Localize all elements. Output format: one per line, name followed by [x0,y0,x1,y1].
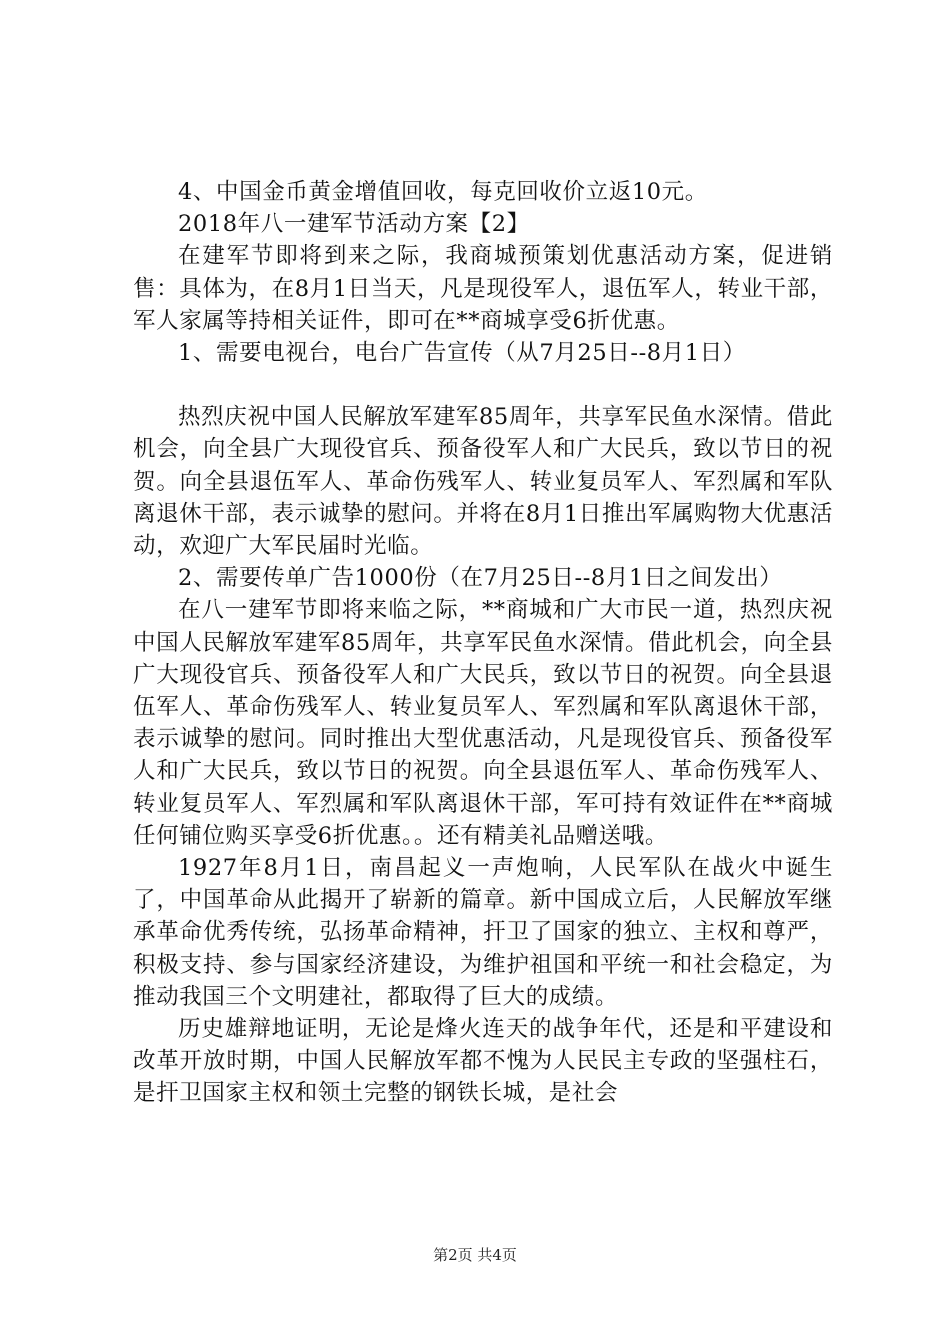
document-body [133,176,833,1110]
paragraph-conclusion: 历史雄辩地证明，无论是烽火连天的战争年代，还是和平建设和改革开放时期，中国人民解放军都不愧为人民民主专政的坚强柱石，是扞卫国家主权和领土完整的钢铁长城，是社会 [133,1016,833,1107]
paragraph-promotion: 在八一建军节即将来临之际，**商城和广大市民一道，热烈庆祝中国人民解放军建军85周年，共享军民鱼水深情。借此机会，向全县广大现役官兵、预备役军人和广大民兵，致以节日的祝贺。向全县退伍军人、革命伤残军人、转业复员军人、军烈属和军队离退休干部，表示诚挚的慰问。同时推出大型优惠活动，凡是现役官兵、预备役军人和广大民兵，致以节日的祝贺。向全县退伍军人、革命伤残军人、转业复员军人、军烈属和军队离退休干部，军可持有效证件在**商城任何铺位购买享受6折优惠。。还有精美礼品赠送哦。 [133,597,833,849]
section-heading: 2018年八一建军节活动方案【2】 [178,211,530,238]
blank-line [133,369,833,401]
paragraph-tv-ad: 1、需要电视台，电台广告宣传（从7月25日--8月1日） [178,340,746,367]
paragraph-history: 1927年8月1日，南昌起义一声炮响，人民军队在战火中诞生了，中国革命从此揭开了崭新的篇章。新中国成立后，人民解放军继承革命优秀传统，弘扬革命精神，扞卫了国家的独立、主权和尊严，积极支持、参与国家经济建设，为维护祖国和平统一和社会稳定，为推动我国三个文明建社，都取得了巨大的成绩。 [133,855,833,1010]
paragraph-celebration: 热烈庆祝中国人民解放军建军85周年，共享军民鱼水深情。借此机会，向全县广大现役官兵、预备役军人和广大民兵，致以节日的祝贺。向全县退伍军人、革命伤残军人、转业复员军人、军烈属和军队离退休干部，表示诚挚的慰问。并将在8月1日推出军属购物大优惠活动，欢迎广大军民届时光临。 [133,404,833,560]
paragraph-gold-recycle: 4、中国金币黄金增值回收，每克回收价立返10元。 [178,179,708,205]
paragraph-intro: 在建军节即将到来之际，我商城预策划优惠活动方案，促进销售：具体为，在8月1日当天，凡是现役军人，退伍军人，转业干部，军人家属等持相关证件，即可在**商城享受6折优惠。 [133,243,833,334]
paragraph-flyer-ad: 2、需要传单广告1000份（在7月25日--8月1日之间发出） [178,565,783,592]
page-number-footer: 第2页 共4页 [433,1246,517,1264]
